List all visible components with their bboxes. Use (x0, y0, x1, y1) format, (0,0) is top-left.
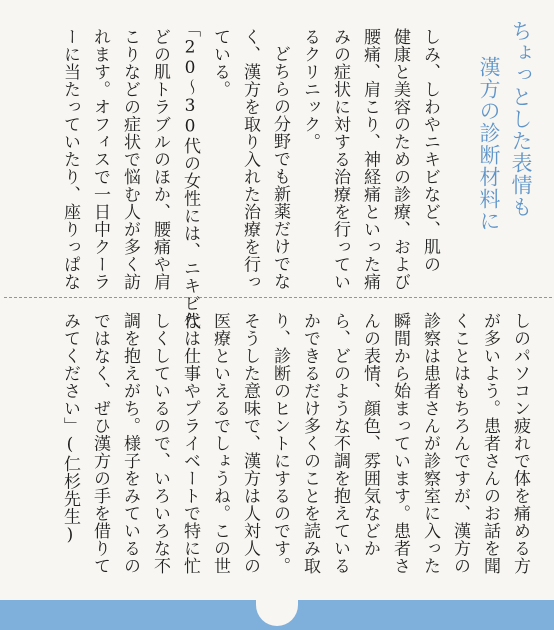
top-column-6: どちらの分野でも新薬だけでな (270, 45, 290, 290)
bottom-column-12: 代は仕事やプライベートで特に忙 (180, 312, 200, 575)
bottom-column-8: かできるだけ多くのことを読み取 (300, 312, 320, 575)
bottom-column-7: ら、どのような不調を抱えている (330, 312, 350, 575)
top-column-3: 腰痛、肩こり、神経痛といった痛 (360, 28, 380, 291)
bottom-column-9: り、診断のヒントにするのです。 (270, 312, 290, 575)
bottom-column-5: 瞬間から始まっています。患者さ (390, 312, 410, 575)
bottom-column-16: みてください」(仁杉先生) (60, 312, 80, 546)
top-column-9: 「20～30代の女性には、ニキビな (180, 20, 200, 330)
top-column-13: ーに当たっていたり、座りっぱな (60, 28, 80, 291)
article-heading-line-2: 漢方の診断材料に (477, 56, 501, 232)
top-column-7: く、漢方を取り入れた治療を行っ (240, 28, 260, 291)
bottom-column-4: 診察は患者さんが診察室に入った (420, 312, 440, 575)
bottom-column-3: くことはもちろんですが、漢方の (450, 312, 470, 575)
bottom-column-1: しのパソコン疲れで体を痛める方 (510, 312, 530, 575)
top-column-5: るクリニック。 (300, 28, 320, 151)
bottom-column-14: 調を抱えがち。様子をみているの (120, 312, 140, 575)
top-column-11: こりなどの症状で悩む人が多く訪 (120, 28, 140, 291)
bottom-column-2: が多いよう。患者さんのお話を聞 (480, 312, 500, 575)
top-column-10: どの肌トラブルのほか、腰痛や肩 (150, 28, 170, 291)
top-column-4: みの症状に対する治療を行ってい (330, 28, 350, 291)
top-column-8: ている。 (210, 28, 230, 98)
top-column-1: しみ、しわやニキビなど、肌の (420, 28, 440, 273)
bottom-column-6: んの表情、顔色、雰囲気などか (360, 312, 380, 557)
top-column-2: 健康と美容のための診療、および (390, 28, 410, 291)
bottom-column-10: そうした意味で、漢方は人対人の (240, 312, 260, 575)
top-column-12: れます。オフィスで一日中クーラ (90, 28, 110, 291)
bottom-column-13: しくしているので、いろいろな不 (150, 312, 170, 575)
bottom-column-11: 医療といえるでしょうね。この世 (210, 312, 230, 575)
bottom-column-15: ではなく、ぜひ漢方の手を借りて (90, 312, 110, 575)
section-divider (4, 297, 552, 298)
article-heading-line-1: ちょっとした表情も (509, 20, 533, 218)
